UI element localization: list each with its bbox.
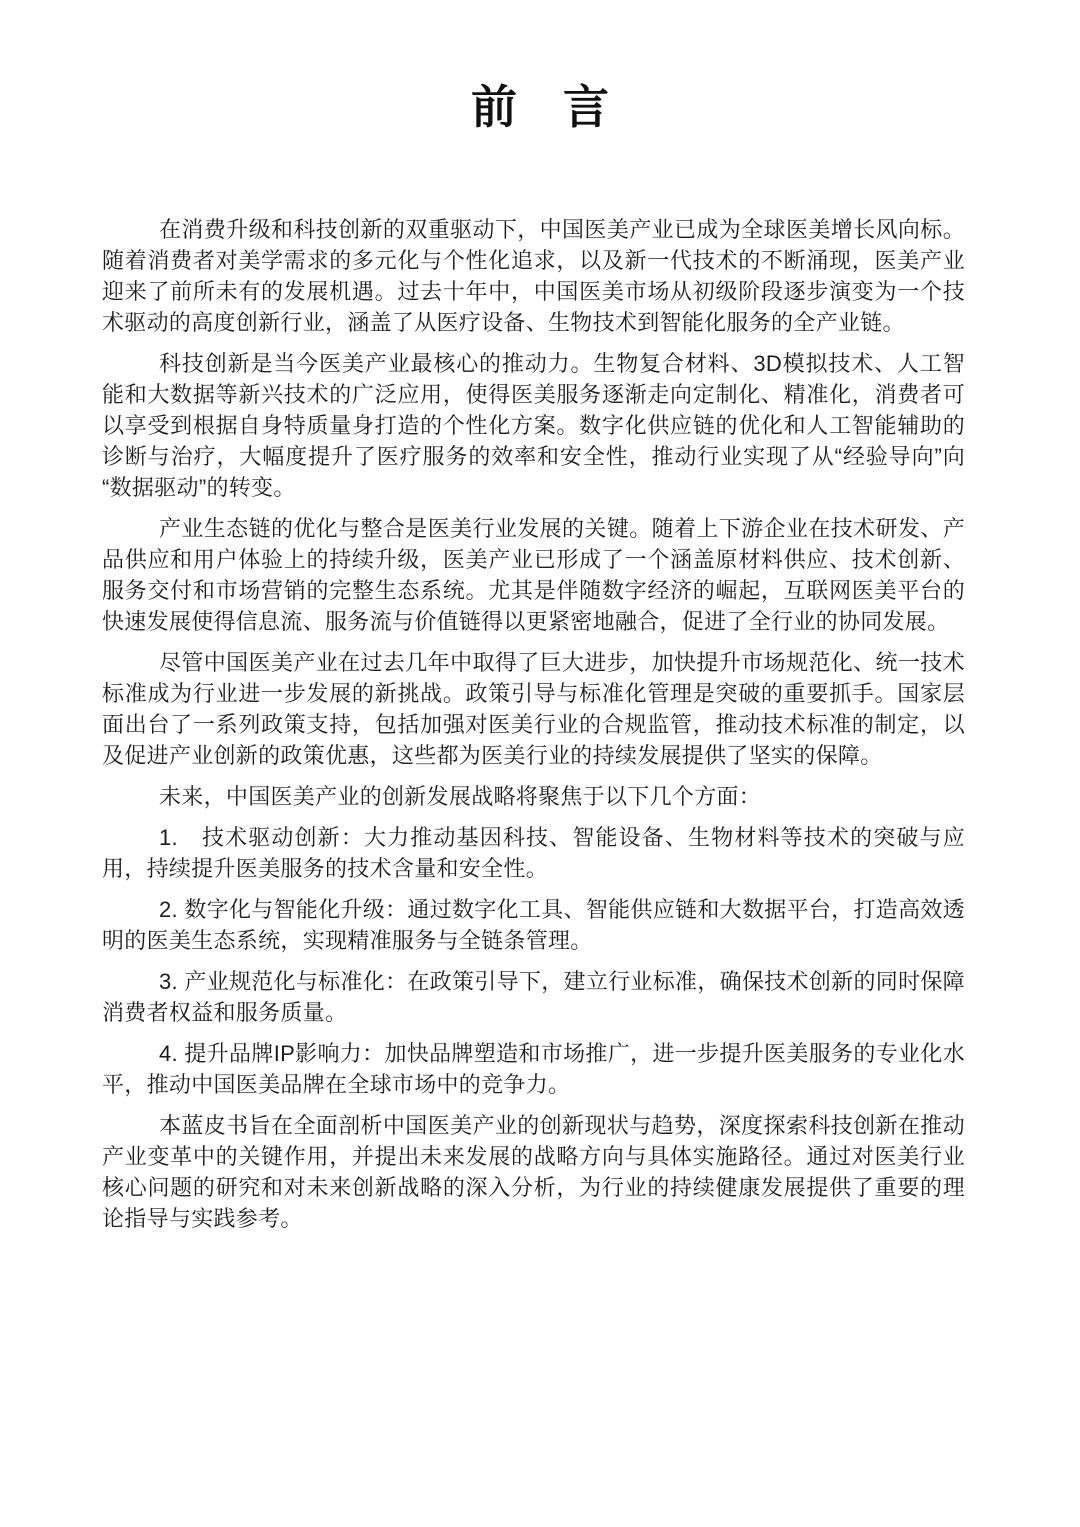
page-title: 前 言 <box>471 81 609 133</box>
list-item-4-brand-ip: 4. 提升品牌IP影响力：加快品牌塑造和市场推广，进一步提升医美服务的专业化水平，推动中国医美品牌在全球市场中的竞争力。 <box>102 1041 965 1097</box>
list-item-3-standardization: 3. 产业规范化与标准化：在政策引导下，建立行业标准，确保技术创新的同时保障消费者权益和服务质量。 <box>102 969 965 1025</box>
document-body <box>0 214 1080 1234</box>
paragraph-policy: 尽管中国医美产业在过去几年中取得了巨大进步，加快提升市场规范化、统一技术标准成为行业进一步发展的新挑战。政策引导与标准化管理是突破的重要抓手。国家层面出台了一系列政策支持，包括加强对医美行业的合规监管，推动技术标准的制定，以及促进产业创新的政策优惠，这些都为医美行业的持续发展提供了坚实的保障。 <box>102 650 965 768</box>
paragraph-future-lead-in: 未来，中国医美产业的创新发展战略将聚焦于以下几个方面： <box>159 784 762 809</box>
paragraph-ecosystem: 产业生态链的优化与整合是医美行业发展的关键。随着上下游企业在技术研发、产品供应和用户体验上的持续升级，医美产业已形成了一个涵盖原材料供应、技术创新、服务交付和市场营销的完整生态系统。尤其是伴随数字经济的崛起，互联网医美平台的快速发展使得信息流、服务流与价值链得以更紧密地融合，促进了全行业的协同发展。 <box>102 516 965 634</box>
paragraph-intro: 在消费升级和科技创新的双重驱动下，中国医美产业已成为全球医美增长风向标。随着消费者对美学需求的多元化与个性化追求，以及新一代技术的不断涌现，医美产业迎来了前所未有的发展机遇。过去十年中，中国医美市场从初级阶段逐步演变为一个技术驱动的高度创新行业，涵盖了从医疗设备、生物技术到智能化服务的全产业链。 <box>102 217 965 335</box>
list-item-1-tech-driven-innovation: 1. 技术驱动创新：大力推动基因科技、智能设备、生物材料等技术的突破与应用，持续提升医美服务的技术含量和安全性。 <box>102 825 965 881</box>
list-item-2-digital-intelligent-upgrade: 2. 数字化与智能化升级：通过数字化工具、智能供应链和大数据平台，打造高效透明的医美生态系统，实现精准服务与全链条管理。 <box>102 897 965 953</box>
paragraph-closing: 本蓝皮书旨在全面剖析中国医美产业的创新现状与趋势，深度探索科技创新在推动产业变革中的关键作用，并提出未来发展的战略方向与具体实施路径。通过对医美行业核心问题的研究和对未来创新战略的深入分析，为行业的持续健康发展提供了重要的理论指导与实践参考。 <box>102 1113 965 1231</box>
paragraph-tech-innovation: 科技创新是当今医美产业最核心的推动力。生物复合材料、3D模拟技术、人工智能和大数据等新兴技术的广泛应用，使得医美服务逐渐走向定制化、精准化，消费者可以享受到根据自身特质量身打造的个性化方案。数字化供应链的优化和人工智能辅助的诊断与治疗，大幅度提升了医疗服务的效率和安全性，推动行业实现了从“经验导向”向“数据驱动”的转变。 <box>102 351 965 500</box>
